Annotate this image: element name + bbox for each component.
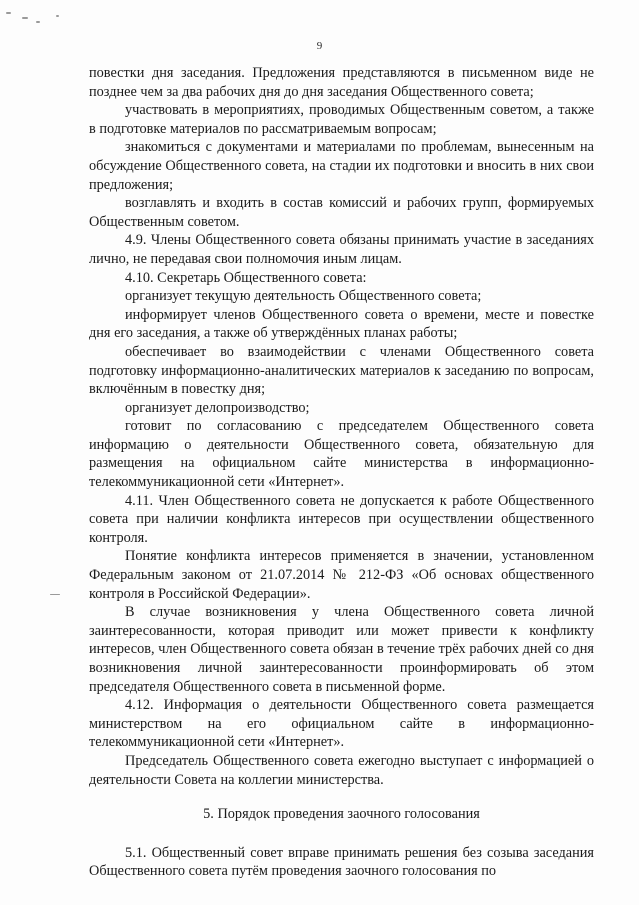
scan-artifact-mark (22, 17, 28, 19)
paragraph: 4.9. Члены Общественного совета обязаны принимать участие в заседаниях лично, не передавая свои полномочия иным лицам. (89, 232, 594, 267)
paragraph: информирует членов Общественного совета о времени, месте и повестке дня его заседания, а также об утверждённых планах работы; (89, 306, 594, 342)
page-number: 9 (316, 40, 323, 52)
paragraph: организует текущую деятельность Общественного совета; (125, 288, 482, 305)
paragraph: 4.12. Информация о деятельности Общественного совета размещается министерством на его официальном сайте в информационно-телекоммуникационной сети «Интернет». (89, 697, 594, 751)
paragraph: знакомиться с документами и материалами по проблемам, вынесенным на обсуждение Общественного совета, на стадии их подготовки и вносить в них свои предложения; (89, 139, 594, 193)
document-body (89, 64, 594, 881)
scan-artifact-mark (6, 12, 11, 14)
paragraph: 5.1. Общественный совет вправе принимать решения без созыва заседания Общественного совета путём проведения заочного голосования по (89, 844, 594, 880)
section-heading: 5. Порядок проведения заочного голосования (203, 806, 480, 823)
paragraph: организует делопроизводство; (125, 399, 310, 416)
paragraph: возглавлять и входить в состав комиссий и рабочих групп, формируемых Общественным советом. (89, 195, 594, 230)
paragraph: готовит по согласованию с председателем Общественного совета информацию о деятельности Общественного совета, обязательную для размещения на официальном сайте министерства в информационно-телекоммуникационной сети «Интернет». (89, 418, 594, 491)
paragraph: обеспечивает во взаимодействии с членами Общественного совета подготовку информационно-аналитических материалов к заседанию по вопросам, включённым в повестку дня; (89, 343, 594, 398)
paragraph: 4.11. Член Общественного совета не допускается к работе Общественного совета при наличии конфликта интересов при осуществлении общественного контроля. (89, 492, 594, 546)
paragraph: В случае возникновения у члена Общественного совета личной заинтересованности, которая приводит или может привести к конфликту интересов, член Общественного совета обязан в течение трёх рабочих дней со дня возникновения личной заинтересованности проинформировать об этом председателя Общественного совета в письменной форме. (89, 604, 594, 695)
scan-artifact-mark (56, 15, 59, 17)
scan-artifact-mark (50, 594, 60, 595)
paragraph: 4.10. Секретарь Общественного совета: (125, 269, 367, 286)
paragraph: повестки дня заседания. Предложения представляются в письменном виде не позднее чем за два рабочих дня до дня заседания Общественного совета; (89, 65, 594, 100)
scan-artifact-mark (36, 21, 40, 23)
paragraph: Председатель Общественного совета ежегодно выступает с информацией о деятельности Совета на коллегии министерства. (89, 752, 594, 788)
paragraph: Понятие конфликта интересов применяется в значении, установленном Федеральным законом от 21.07.2014 № 212-ФЗ «Об основах общественного контроля в Российской Федерации». (89, 548, 594, 602)
paragraph: участвовать в мероприятиях, проводимых Общественным советом, а также в подготовке материалов по рассматриваемым вопросам; (89, 102, 594, 137)
